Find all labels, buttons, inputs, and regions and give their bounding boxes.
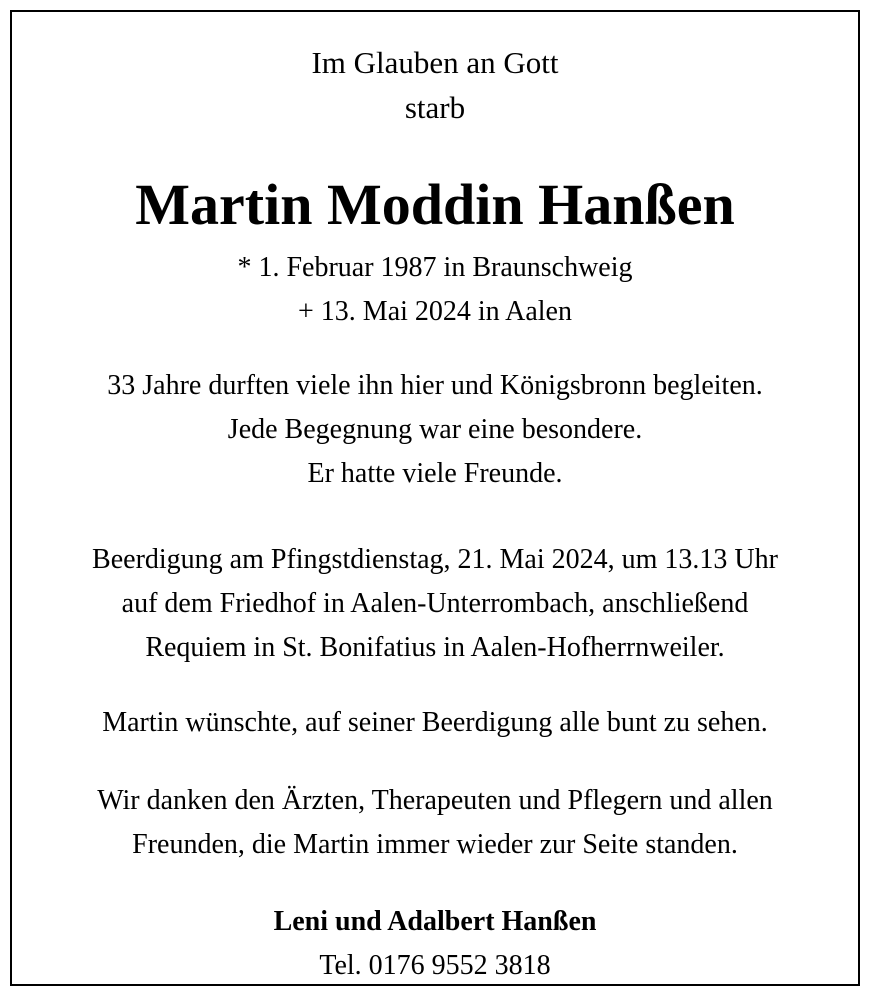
deceased-name: Martin Moddin Hanßen bbox=[135, 172, 735, 237]
intro-line: Im Glauben an Gott bbox=[311, 45, 559, 80]
intro-line: starb bbox=[404, 90, 466, 125]
death-date: + 13. Mai 2024 in Aalen bbox=[298, 296, 572, 327]
paragraph-line: Requiem in St. Bonifatius in Aalen-Hofherrnweiler. bbox=[145, 632, 725, 663]
paragraph-line: Beerdigung am Pfingstdienstag, 21. Mai 2024, um 13.13 Uhr bbox=[92, 544, 778, 575]
birth-date: * 1. Februar 1987 in Braunschweig bbox=[237, 252, 633, 283]
paragraph-line: 33 Jahre durften viele ihn hier und Königsbronn begleiten. bbox=[107, 370, 763, 401]
thanks-paragraph bbox=[12, 779, 858, 867]
mourner-names: Leni und Adalbert Hanßen bbox=[273, 906, 597, 937]
remembrance-paragraph bbox=[12, 364, 858, 496]
signature-block bbox=[12, 900, 858, 988]
wish-paragraph bbox=[12, 701, 858, 745]
intro-text bbox=[12, 40, 858, 130]
phone-number: Tel. 0176 9552 3818 bbox=[319, 950, 551, 981]
obituary-notice bbox=[10, 10, 860, 986]
paragraph-line: auf dem Friedhof in Aalen-Unterrombach, anschließend bbox=[121, 588, 749, 619]
paragraph-line: Er hatte viele Freunde. bbox=[307, 458, 563, 489]
funeral-details-paragraph bbox=[12, 538, 858, 670]
paragraph-line: Martin wünschte, auf seiner Beerdigung alle bunt zu sehen. bbox=[102, 707, 768, 738]
paragraph-line: Jede Begegnung war eine besondere. bbox=[227, 414, 643, 445]
paragraph-line: Freunden, die Martin immer wieder zur Seite standen. bbox=[132, 829, 738, 860]
life-dates bbox=[12, 246, 858, 334]
paragraph-line: Wir danken den Ärzten, Therapeuten und Pflegern und allen bbox=[97, 785, 773, 816]
